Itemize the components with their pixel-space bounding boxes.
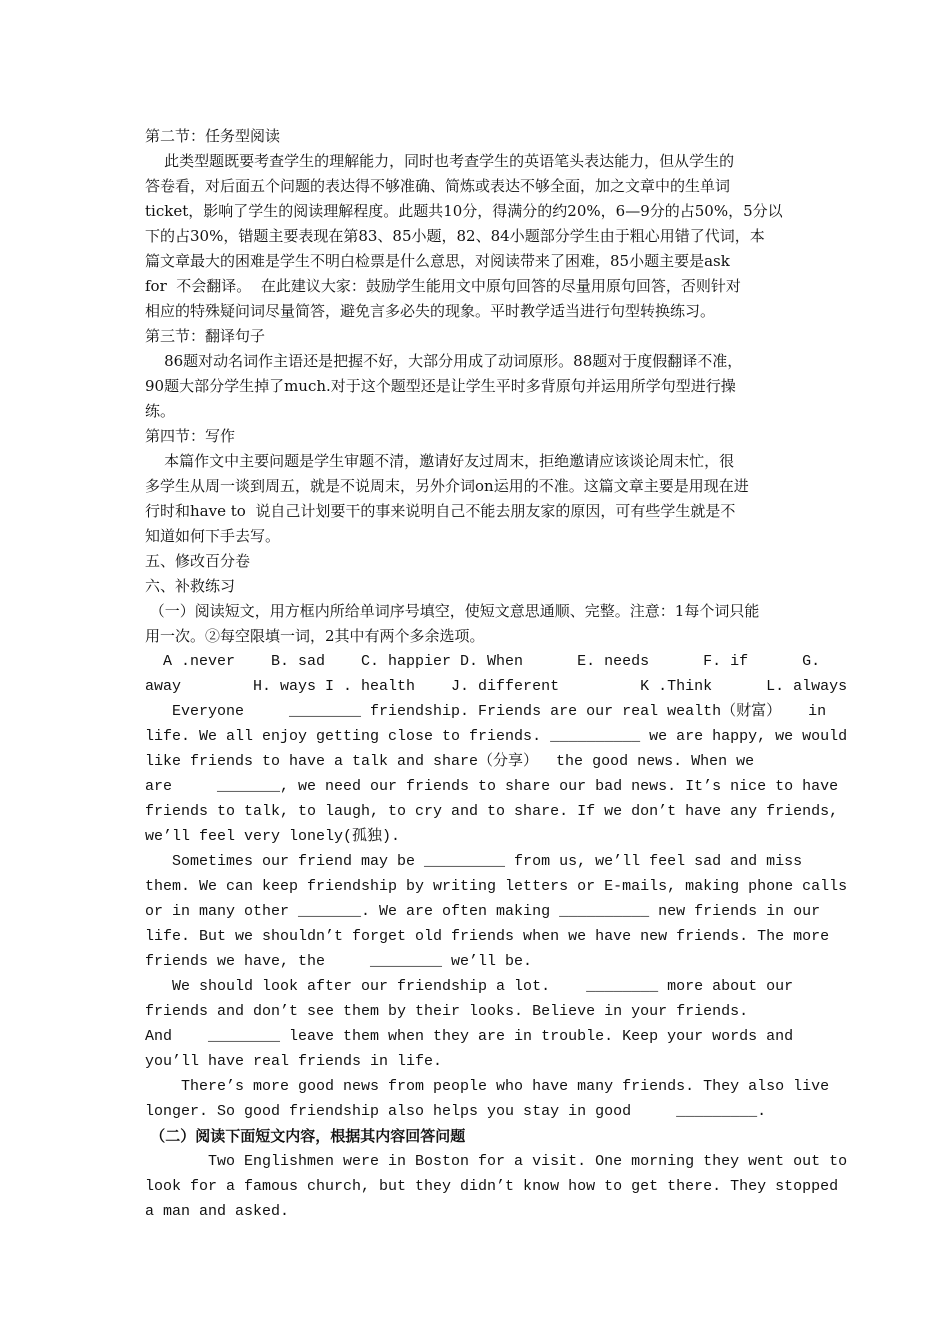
exercise-1-instruction: 用一次。②每空限填一词，2其中有两个多余选项。 (145, 627, 485, 645)
passage-line: you’ll have real friends in life. (145, 1053, 443, 1070)
paragraph-line: 相应的特殊疑问词尽量简答，避免言多必失的现象。平时教学适当进行句型转换练习。 (145, 302, 716, 320)
passage-line: friends to talk, to laugh, to cry and to share. If we don’t have any friends, (145, 803, 839, 820)
paragraph-line: 本篇作文中主要问题是学生审题不清，邀请好友过周末，拒绝邀请应该谈论周末忙，很 (145, 452, 735, 470)
passage-line: Two Englishmen were in Boston for a visit. One morning they went out to (145, 1153, 848, 1170)
passage-line: a man and asked. (145, 1203, 290, 1220)
section-5-heading: 五、修改百分卷 (145, 552, 251, 570)
passage-line: And ________ leave them when they are in trouble. Keep your words and (145, 1028, 794, 1045)
passage-line: are _______, we need our friends to share our bad news. It’s nice to have (145, 778, 839, 795)
paragraph-line: 下的占30%，错题主要表现在第83、85小题，82、84小题部分学生由于粗心用错了代词，本 (145, 227, 765, 245)
passage-line: we’ll feel very lonely(孤独). (145, 828, 401, 845)
passage-line: We should look after our friendship a lot. ________ more about our (145, 978, 794, 995)
word-bank-line: away H. ways I . health J. different K .Think L. always (145, 678, 848, 695)
paragraph-line: 知道如何下手去写。 (145, 527, 281, 545)
passage-line: life. But we shouldn’t forget old friends when we have new friends. The more (145, 928, 830, 945)
exercise-2-heading: （二）阅读下面短文内容，根据其内容回答问题 (145, 1127, 466, 1145)
passage-line: longer. So good friendship also helps you stay in good _________. (145, 1103, 767, 1120)
section-3-heading: 第三节：翻译句子 (145, 327, 266, 345)
section-2-heading: 第二节：任务型阅读 (145, 127, 281, 145)
passage-line: look for a famous church, but they didn’t know how to get there. They stopped (145, 1178, 839, 1195)
paragraph-line: 90题大部分学生掉了much.对于这个题型还是让学生平时多背原句并运用所学句型进行操 (145, 377, 736, 395)
paragraph-line: 练。 (145, 402, 176, 420)
paragraph-line: 多学生从周一谈到周五，就是不说周末，另外介词on运用的不准。这篇文章主要是用现在进 (145, 477, 749, 495)
passage-line: like friends to have a talk and share（分享） the good news. When we (145, 753, 755, 770)
passage-line: friends we have, the ________ we’ll be. (145, 953, 533, 970)
paragraph-line: 86题对动名词作主语还是把握不好，大部分用成了动词原形。88题对于度假翻译不准， (145, 352, 743, 370)
passage-line: Everyone ________ friendship. Friends are our real wealth（财富） in (145, 703, 827, 720)
word-bank-line: A .never B. sad C. happier D. When E. needs F. if G. (145, 653, 821, 670)
exercise-1-instruction: （一）阅读短文，用方框内所给单词序号填空，使短文意思通顺、完整。注意：1每个词只能 (145, 602, 760, 620)
paragraph-line: 此类型题既要考查学生的理解能力，同时也考查学生的英语笔头表达能力，但从学生的 (145, 152, 735, 170)
paragraph-line: for 不会翻译。 在此建议大家：鼓励学生能用文中原句回答的尽量用原句回答，否则针对 (145, 277, 741, 295)
paragraph-line: 答卷看，对后面五个问题的表达得不够准确、简炼或表达不够全面，加之文章中的生单词 (145, 177, 731, 195)
passage-line: them. We can keep friendship by writing letters or E-mails, making phone calls (145, 878, 848, 895)
passage-line: friends and don’t see them by their looks. Believe in your friends. (145, 1003, 749, 1020)
section-4-heading: 第四节：写作 (145, 427, 236, 445)
passage-line: There’s more good news from people who have many friends. They also live (145, 1078, 830, 1095)
passage-line: life. We all enjoy getting close to friends. __________ we are happy, we would (145, 728, 848, 745)
paragraph-line: 篇文章最大的困难是学生不明白检票是什么意思，对阅读带来了困难，85小题主要是ask (145, 252, 730, 270)
passage-line: or in many other _______. We are often making __________ new friends in our (145, 903, 821, 920)
paragraph-line: ticket，影响了学生的阅读理解程度。此题共10分，得满分的约20%，6—9分的占50%，5分以 (145, 202, 783, 220)
passage-line: Sometimes our friend may be _________ from us, we’ll feel sad and miss (145, 853, 803, 870)
paragraph-line: 行时和have to 说自己计划要干的事来说明自己不能去朋友家的原因，可有些学生就是不 (145, 502, 736, 520)
section-6-heading: 六、补救练习 (145, 577, 236, 595)
